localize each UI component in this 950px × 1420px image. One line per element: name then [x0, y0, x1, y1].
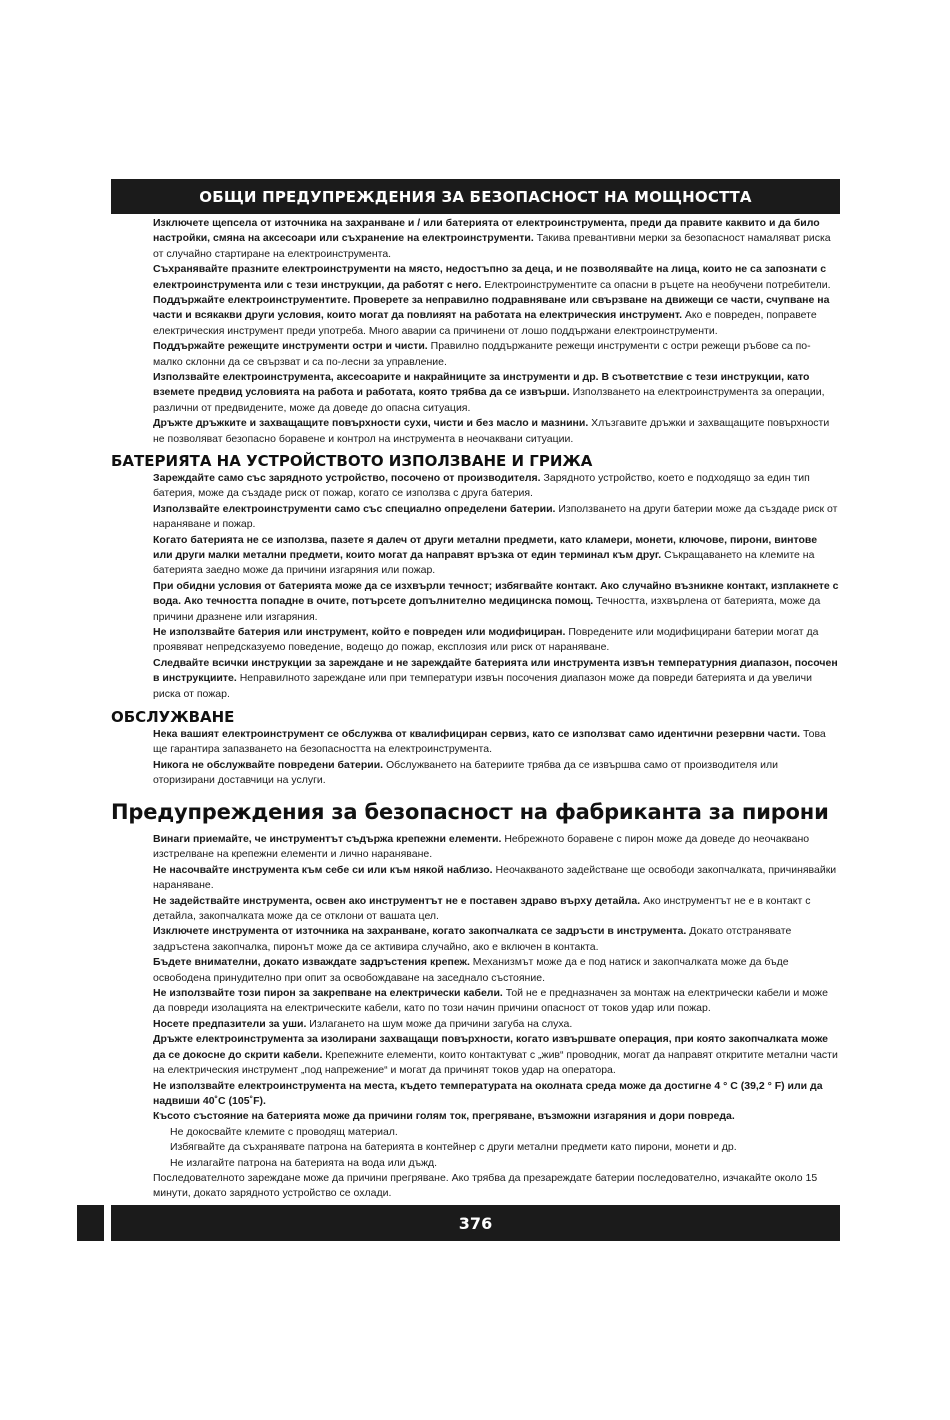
paragraph: Съхранявайте празните електроинструменти на място, недостъпно за деца, и не позволявайте на лица, които не са запознати с електроинструмента или с тези инструкции, да работят с него. Електроинструментите са опасни в ръцете на необучени потребители. — [153, 263, 831, 291]
paragraph: Не използвайте този пирон за закрепване на електрически кабели. Той не е предназначен за монтаж на електрически кабели и може да повреди изолацията на електрическите кабели, като по този начин причини опасност от токов удар или пожар. — [153, 987, 828, 1015]
banner-title: ОБЩИ ПРЕДУПРЕЖДЕНИЯ ЗА БЕЗОПАСНОСТ НА МОЩНОСТТА — [199, 187, 752, 206]
closing-paragraph: Последователното зареждане може да причини прегряване. Ако трябва да презареждате батерии последователно, изчакайте около 15 минути, докато зарядното устройство се охлади. — [153, 1171, 818, 1200]
main-heading: Предупреждения за безопасност на фабриканта за пирони — [111, 800, 829, 824]
battery-heading: БАТЕРИЯТА НА УСТРОЙСТВОТО ИЗПОЛЗВАНЕ И ГРИЖА — [111, 452, 593, 470]
paragraph: Следвайте всички инструкции за зареждане и не зареждайте батерията или инструмента извън температурния диапазон, посочен в инструкциите. Неправилното зареждане или при температури извън посочения диапазон може да повреди батерията и да увеличи риска от пожар. — [153, 656, 838, 700]
paragraph: Никога не обслужвайте повредени батерии. Обслужването на батериите трябва да се извършва само от производителя или оторизирани доставчици на услуги. — [153, 758, 778, 787]
nailer-warnings — [153, 832, 839, 1202]
section-banner — [111, 179, 840, 214]
paragraph: Не използвайте електроинструмента на места, където температурата на околната среда може да достигне 4 ° C (39,2 ° F) или да надвиши 40˚C (105˚F). — [153, 1079, 823, 1107]
page-number: 376 — [458, 1213, 493, 1233]
paragraph: Поддържайте електроинструментите. Проверете за неправилно подравняване или свързване на движещи се части, счупване на части и всякакви други условия, които могат да повлияят на работата на електрическия инструмент. Ако е повреден, поправете електрическия инструмент преди употреба. Много аварии са причинени от лошо поддържани електроинструменти. — [153, 294, 830, 337]
paragraph: Не използвайте батерия или инструмент, който е повреден или модифициран. Повредените или модифицирани батерии могат да проявяват непредсказуемо поведение, водещо до пожар, експлозия или риск от нараняване. — [153, 626, 819, 654]
paragraph: Изключете щепсела от източника на захранване и / или батерията от електроинструмента, преди да правите каквито и да било настройки, смяна на аксесоари или съхранение на електроинструменти. Такива превантивни мерки за безопасност намаляват риска от случайно стартиране на електроинструмента. — [153, 217, 831, 260]
general-warnings — [153, 216, 839, 447]
paragraph: При обидни условия от батерията може да се изхвърли течност; избягвайте контакт. Ако случайно възникне контакт, изплакнете с вода. Ако течността попадне в очите, потърсете допълнително медицинска помощ. Течността, изхвърлена от батерията, може да причини дразнене или изгаряния. — [153, 579, 839, 623]
paragraph: Използвайте електроинструменти само със специално определени батерии. Използването на други батерии може да създаде риск от нараняване и пожар. — [153, 502, 838, 531]
footer-tab — [77, 1205, 104, 1241]
service-heading: ОБСЛУЖВАНЕ — [111, 708, 235, 726]
battery-warnings — [153, 471, 839, 702]
paragraph: Когато батерията не се използва, пазете я далеч от други метални предмети, като кламери, монети, ключове, пирони, винтове или други малки метални предмети, които могат да направят връзка от един терминал към друг. Съкращаването на клемите на батерията заедно може да причини изгаряния или пожар. — [153, 533, 818, 577]
paragraph: Винаги приемайте, че инструментът съдържа крепежни елементи. Небрежното боравене с пирон може да доведе до неочаквано изстрелване на крепежни елементи и лично нараняване. — [153, 833, 810, 861]
paragraph: Бъдете внимателни, докато изваждате задръстения крепеж. Механизмът може да е под натиск и закопчалката може да бъде освободена принудително при опит за освобождаване на заседнало състояние. — [153, 956, 789, 984]
paragraph: Зареждайте само със зарядното устройство, посочено от производителя. Зарядното устройство, което е подходящо за един тип батерия, може да създаде риск от пожар, когато се използва с друга батерия. — [153, 472, 810, 500]
sub-item: Не излагайте патрона на батерията на вода или дъжд. — [170, 1156, 438, 1169]
service-warnings — [153, 727, 839, 789]
sub-item: Избягвайте да съхранявате патрона на батерията в контейнер с други метални предмети като пирони, монети и др. — [170, 1141, 737, 1154]
paragraph: Поддържайте режещите инструменти остри и чисти. Правилно поддържаните режещи инструменти с остри режещи ръбове са по-малко склонни да се свързват и са по-лесни за управление. — [153, 340, 811, 368]
paragraph: Използвайте електроинструмента, аксесоарите и накрайниците за инструменти и др. В съответствие с тези инструкции, като вземете предвид условията на работа и работата, която трябва да се извърши. Използването на електроинструмента за операции, различни от предвидените, може да доведе до опасна ситуация. — [153, 371, 825, 414]
paragraph: Дръжте електроинструмента за изолирани захващащи повърхности, когато извършвате операция, при която закопчалката може да се докосне до скрити кабели. Крепежните елементи, които контактуват с „жив“ проводник, могат да направят откритите метални части на електрическия инструмент „под напрежение“ и могат да причинят токов удар на оператора. — [153, 1033, 838, 1077]
paragraph: Носете предпазители за уши. Излагането на шум може да причини загуба на слуха. — [153, 1017, 573, 1030]
footer-bar — [111, 1205, 840, 1241]
paragraph: Не насочвайте инструмента към себе си или към някой наблизо. Неочакваното задействане ще освободи закопчалката, причинявайки нараняване. — [153, 863, 837, 892]
sub-item: Не докосвайте клемите с проводящ материал. — [170, 1125, 398, 1138]
paragraph: Нека вашият електроинструмент се обслужва от квалифициран сервиз, като се използват само идентични резервни части. Това ще гарантира запазването на безопасността на електроинструмента. — [153, 728, 826, 756]
paragraph: Изключете инструмента от източника на захранване, когато закопчалката се задръсти в инструмента. Докато отстранявате задръстена закопчалка, пиронът може да се активира случайно, ако е включен в контакта. — [153, 925, 792, 953]
paragraph: Не задействайте инструмента, освен ако инструментът не е поставен здраво върху детайла. Ако инструментът не е в контакт с детайла, закопчалката може да се отклони от вашата цел. — [153, 894, 811, 923]
paragraph: Дръжте дръжките и захващащите повърхности сухи, чисти и без масло и мазнини. Хлъзгавите дръжки и захващащите повърхности не позволяват безопасно боравене и контрол на инструмента в неочаквани ситуации. — [153, 417, 830, 445]
paragraph: Късото състояние на батерията може да причини голям ток, прегряване, възможни изгаряния и дори повреда. — [153, 1110, 735, 1123]
